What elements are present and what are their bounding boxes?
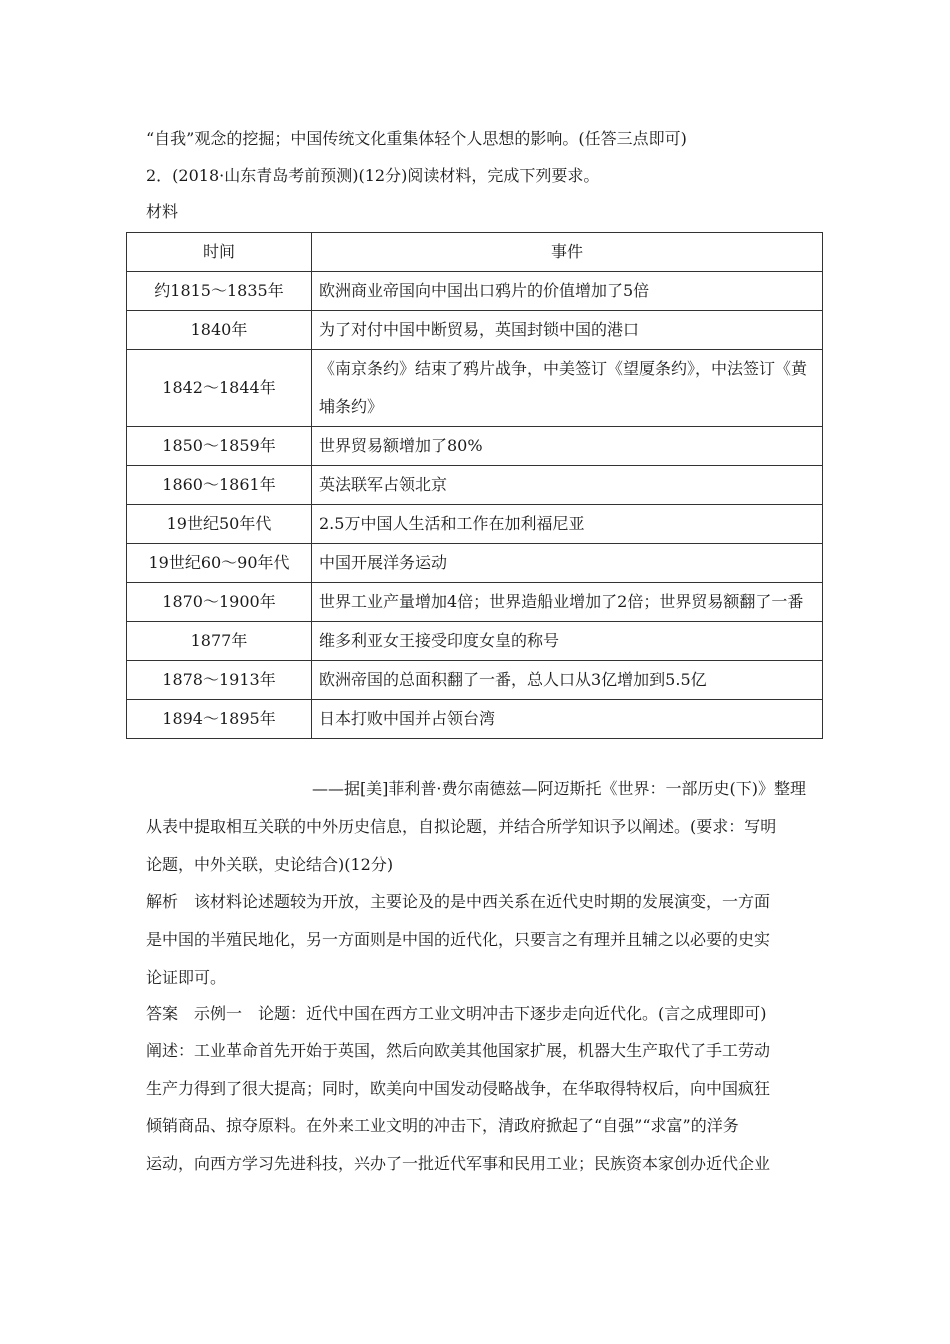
- row-time: 1878～1913年: [127, 661, 312, 700]
- row-event: 《南京条约》结束了鸦片战争，中美签订《望厦条约》，中法签订《黄埔条约》: [312, 350, 823, 427]
- analysis-line: 是中国的半殖民地化，另一方面则是中国的近代化，只要言之有理并且辅之以必要的史实: [146, 930, 771, 949]
- table-row: [127, 311, 823, 350]
- events-table: [126, 232, 823, 739]
- row-time: 1860～1861年: [127, 466, 312, 505]
- table-row: [127, 505, 823, 544]
- source-citation: ——据[美]菲利普·费尔南德兹—阿迈斯托《世界：一部历史(下)》整理: [311, 779, 806, 798]
- row-time: 1850～1859年: [127, 427, 312, 466]
- row-event: 世界贸易额增加了80%: [312, 427, 823, 466]
- row-time: 1894～1895年: [127, 700, 312, 739]
- row-time: 1840年: [127, 311, 312, 350]
- answer-line: 生产力得到了很大提高；同时，欧美向中国发动侵略战争，在华取得特权后，向中国疯狂: [146, 1079, 771, 1098]
- table-row: [127, 700, 823, 739]
- row-time: 1842～1844年: [127, 350, 312, 427]
- row-event: 中国开展洋务运动: [312, 544, 823, 583]
- table-row: [127, 661, 823, 700]
- row-time: 19世纪50年代: [127, 505, 312, 544]
- row-event: 英法联军占领北京: [312, 466, 823, 505]
- row-event: 为了对付中国中断贸易，英国封锁中国的港口: [312, 311, 823, 350]
- analysis-line: 解析 该材料论述题较为开放，主要论及的是中西关系在近代史时期的发展演变，一方面: [146, 892, 771, 911]
- material-label: 材料: [146, 202, 179, 221]
- row-event: 欧洲帝国的总面积翻了一番，总人口从3亿增加到5.5亿: [312, 661, 823, 700]
- row-time: 1877年: [127, 622, 312, 661]
- table-header-row: [127, 233, 823, 272]
- row-time: 1870～1900年: [127, 583, 312, 622]
- answer-line: 运动，向西方学习先进科技，兴办了一批近代军事和民用工业；民族资本家创办近代企业: [146, 1154, 771, 1173]
- question-header: 2．(2018·山东青岛考前预测)(12分)阅读材料，完成下列要求。: [146, 166, 600, 185]
- table-row: [127, 544, 823, 583]
- prompt-line: 论题，中外关联，史论结合)(12分): [146, 855, 394, 874]
- table-row: [127, 272, 823, 311]
- table-row: [127, 427, 823, 466]
- row-event: 欧洲商业帝国向中国出口鸦片的价值增加了5倍: [312, 272, 823, 311]
- table-row: [127, 622, 823, 661]
- prompt-line: 从表中提取相互关联的中外历史信息，自拟论题，并结合所学知识予以阐述。(要求：写明: [146, 817, 777, 836]
- row-time: 19世纪60～90年代: [127, 544, 312, 583]
- row-event: 世界工业产量增加4倍；世界造船业增加了2倍；世界贸易额翻了一番: [312, 583, 823, 622]
- answer-line: 倾销商品、掠夺原料。在外来工业文明的冲击下，清政府掀起了“自强”“求富”的洋务: [146, 1116, 739, 1135]
- table-row: [127, 583, 823, 622]
- intro-line: “自我”观念的挖掘；中国传统文化重集体轻个人思想的影响。(任答三点即可): [146, 129, 687, 148]
- table-row: [127, 466, 823, 505]
- row-event: 2.5万中国人生活和工作在加利福尼亚: [312, 505, 823, 544]
- answer-line: 阐述：工业革命首先开始于英国，然后向欧美其他国家扩展，机器大生产取代了手工劳动: [146, 1041, 771, 1060]
- header-time: 时间: [127, 233, 312, 272]
- row-event: 维多利亚女王接受印度女皇的称号: [312, 622, 823, 661]
- row-event: 日本打败中国并占领台湾: [312, 700, 823, 739]
- answer-line: 答案 示例一 论题：近代中国在西方工业文明冲击下逐步走向近代化。(言之成理即可): [146, 1004, 767, 1023]
- header-event: 事件: [312, 233, 823, 272]
- analysis-line: 论证即可。: [146, 968, 227, 987]
- table-row: [127, 350, 823, 427]
- row-time: 约1815～1835年: [127, 272, 312, 311]
